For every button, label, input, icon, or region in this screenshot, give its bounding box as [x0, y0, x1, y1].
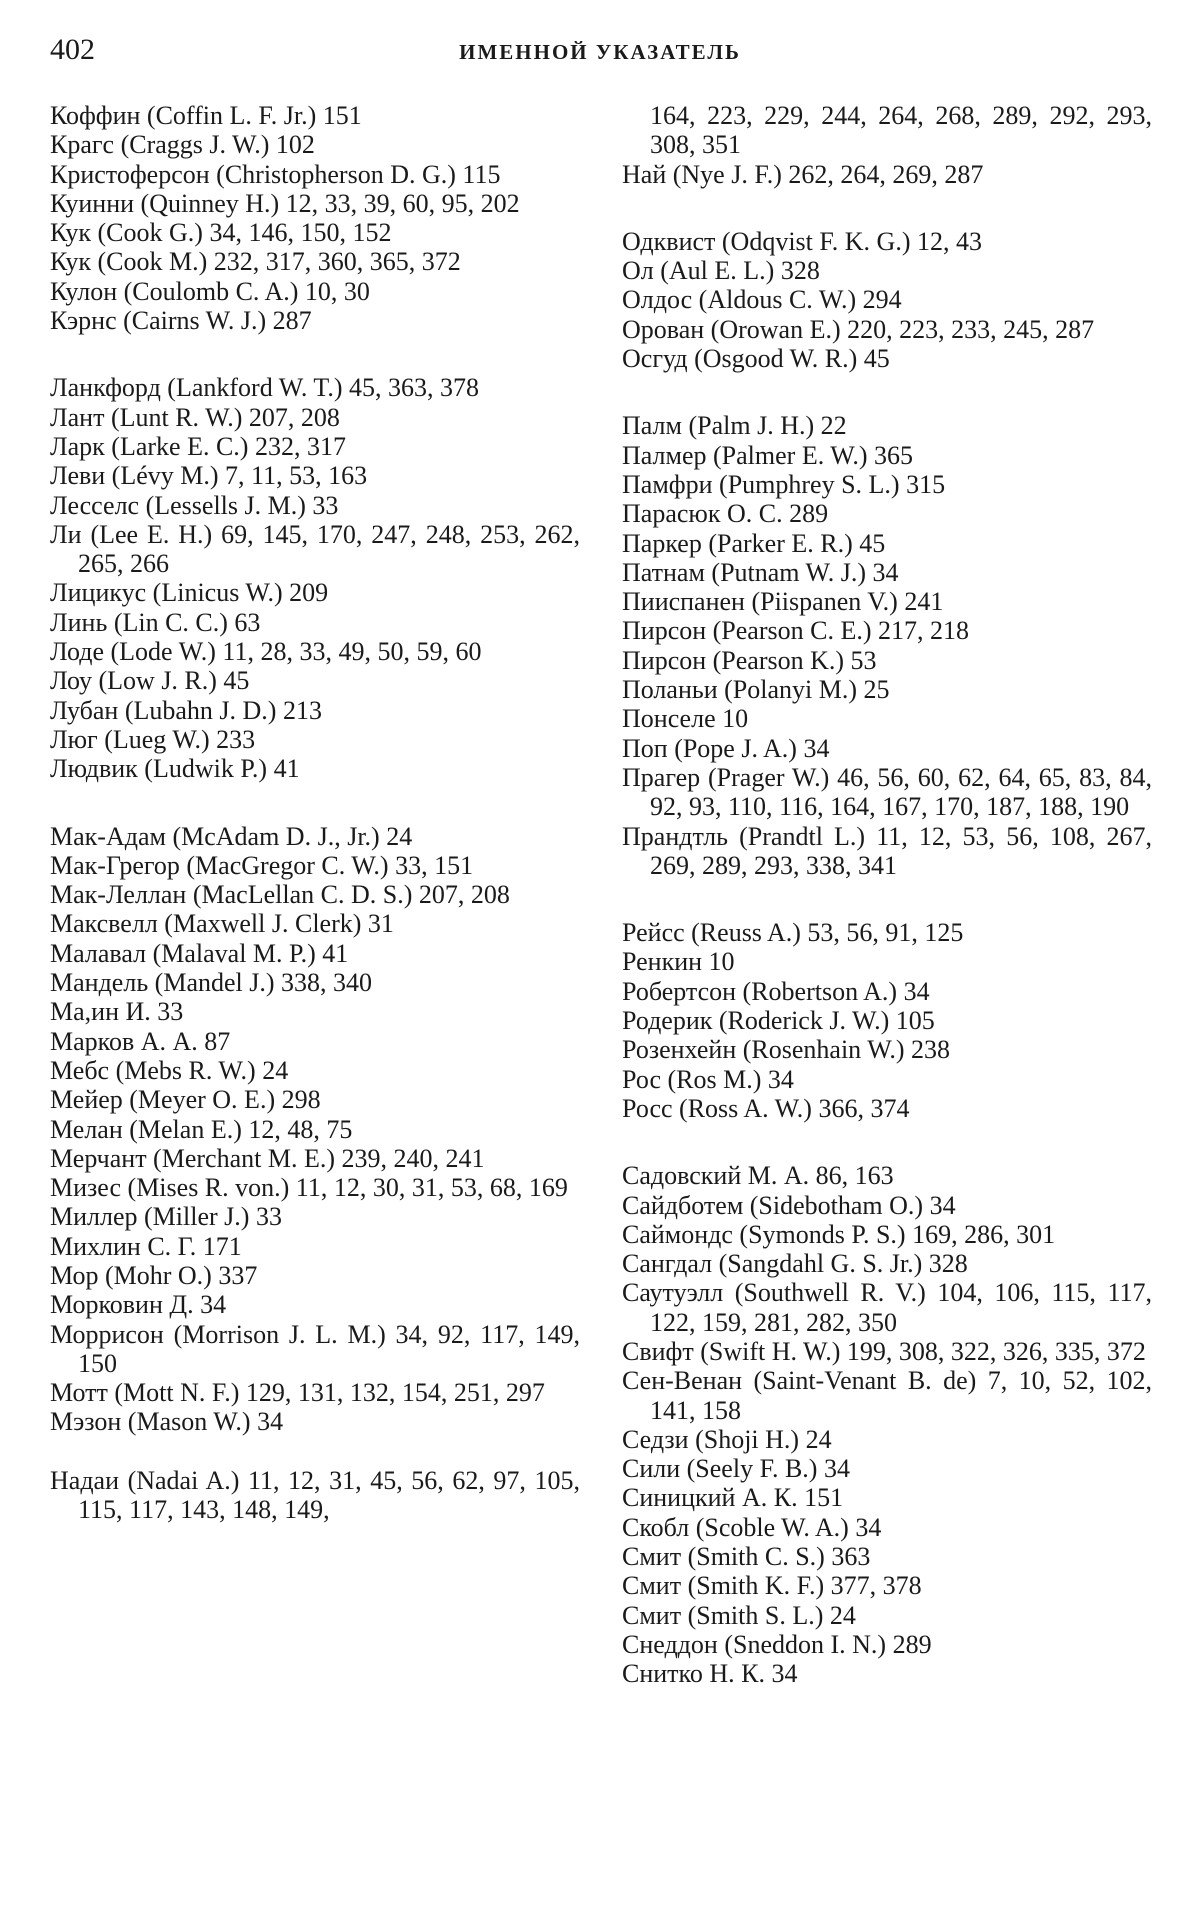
index-entry: Мэзон (Mason W.) 34	[50, 1407, 284, 1437]
index-entry: Мейер (Meyer O. E.) 298	[50, 1085, 321, 1115]
running-head: ИМЕННОЙ УКАЗАТЕЛЬ	[459, 40, 741, 64]
group-spacer	[622, 373, 1152, 411]
left-column	[50, 101, 580, 1524]
index-entry: Рейсс (Reuss A.) 53, 56, 91, 125	[622, 918, 964, 948]
index-entry: Марков А. А. 87	[50, 1026, 231, 1056]
index-group-k	[50, 101, 580, 335]
index-entry: Лант (Lunt R. W.) 207, 208	[50, 402, 340, 432]
index-entry: Палм (Palm J. H.) 22	[622, 411, 847, 441]
index-entry: Моррисон (Morrison J. L. M.) 34, 92, 117, 149, 150	[50, 1319, 580, 1378]
index-group-n-continued	[622, 101, 1152, 189]
index-entry: Патнам (Putnam W. J.) 34	[622, 557, 899, 587]
index-entry: Лубан (Lubahn J. D.) 213	[50, 695, 322, 725]
index-entry: Орован (Orowan E.) 220, 223, 233, 245, 287	[622, 314, 1095, 344]
index-entry: Най (Nye J. F.) 262, 264, 269, 287	[622, 159, 984, 189]
index-entry: Малавал (Malaval M. P.) 41	[50, 938, 349, 968]
index-entry: Прандтль (Prandtl L.) 11, 12, 53, 56, 108, 267, 269, 289, 293, 338, 341	[622, 821, 1152, 880]
index-entry: Синицкий А. К. 151	[622, 1483, 844, 1513]
index-entry: Прагер (Prager W.) 46, 56, 60, 62, 64, 65, 83, 84, 92, 93, 110, 116, 164, 167, 170, 187, 188, 190	[622, 762, 1152, 822]
index-entry: Осгуд (Osgood W. R.) 45	[622, 344, 890, 374]
index-entry: Саутуэлл (Southwell R. V.) 104, 106, 115, 117, 122, 159, 281, 282, 350	[622, 1278, 1152, 1337]
index-entry: Крагс (Craggs J. W.) 102	[50, 130, 315, 160]
index-entry: Кэрнс (Cairns W. J.) 287	[50, 306, 312, 336]
index-group-n	[50, 1466, 580, 1525]
index-group-r	[622, 918, 1152, 1123]
index-entry: Линь (Lin C. C.) 63	[50, 607, 261, 637]
index-entry: Лицикус (Linicus W.) 209	[50, 578, 329, 608]
index-entry: Ол (Aul E. L.) 328	[622, 256, 820, 286]
index-entry: Розенхейн (Rosenhain W.) 238	[622, 1035, 951, 1065]
index-entry: Свифт (Swift H. W.) 199, 308, 322, 326, 335, 372	[622, 1336, 1146, 1366]
index-entry: Мерчант (Merchant M. E.) 239, 240, 241	[50, 1143, 485, 1173]
index-entry: Смит (Smith C. S.) 363	[622, 1542, 871, 1572]
index-group-s	[622, 1161, 1152, 1688]
index-entry: Мебс (Mebs R. W.) 24	[50, 1055, 289, 1085]
index-entry: Сангдал (Sangdahl G. S. Jr.) 328	[622, 1249, 968, 1279]
index-entry: Парасюк О. С. 289	[622, 499, 829, 529]
index-entry: Снитко Н. К. 34	[622, 1659, 798, 1689]
index-entry: Мелан (Melan E.) 12, 48, 75	[50, 1114, 353, 1144]
index-entry: Ренкин 10	[622, 947, 735, 977]
index-entry: Памфри (Pumphrey S. L.) 315	[622, 469, 946, 499]
index-entry: Михлин С. Г. 171	[50, 1231, 242, 1261]
index-entry: Мак-Леллан (MacLellan C. D. S.) 207, 208	[50, 880, 510, 910]
group-spacer	[50, 784, 580, 822]
index-entry: Сен-Венан (Saint-Venant B. de) 7, 10, 52, 102, 141, 158	[622, 1366, 1152, 1425]
index-entry: Робертсон (Robertson A.) 34	[622, 976, 930, 1006]
index-entry: Сили (Seely F. B.) 34	[622, 1454, 850, 1484]
index-entry: Люг (Lueg W.) 233	[50, 724, 256, 754]
index-entry: Паркер (Parker E. R.) 45	[622, 528, 886, 558]
index-entry: Мак-Адам (McAdam D. J., Jr.) 24	[50, 821, 413, 851]
index-entry: Садовский М. А. 86, 163	[622, 1161, 894, 1191]
right-column	[622, 101, 1152, 1689]
index-entry: Коффин (Coffin L. F. Jr.) 151	[50, 101, 362, 130]
index-entry: Мандель (Mandel J.) 338, 340	[50, 968, 373, 998]
index-entry: Поланьи (Polanyi M.) 25	[622, 675, 890, 705]
index-entry: Саймондс (Symonds P. S.) 169, 286, 301	[622, 1219, 1056, 1249]
group-spacer	[50, 1437, 580, 1466]
index-entry: Одквист (Odqvist F. K. G.) 12, 43	[622, 226, 982, 256]
index-entry: Пииспанен (Piispanen V.) 241	[622, 587, 944, 617]
index-entry: Лоде (Lode W.) 11, 28, 33, 49, 50, 59, 60	[50, 637, 482, 667]
index-entry: Смит (Smith S. L.) 24	[622, 1600, 856, 1630]
index-entry: Родерик (Roderick J. W.) 105	[622, 1006, 935, 1036]
index-entry: Поп (Pope J. A.) 34	[622, 733, 830, 763]
index-entry: Мотт (Mott N. F.) 129, 131, 132, 154, 251, 297	[50, 1378, 545, 1408]
index-entry: Олдос (Aldous C. W.) 294	[622, 285, 902, 315]
index-entry: Кук (Cook M.) 232, 317, 360, 365, 372	[50, 247, 461, 277]
index-group-p	[622, 411, 1152, 880]
index-entry: Смит (Smith K. F.) 377, 378	[622, 1571, 922, 1601]
index-entry: Ма,ин И. 33	[50, 997, 184, 1027]
index-entry: Кук (Cook G.) 34, 146, 150, 152	[50, 218, 392, 248]
index-entry: Кулон (Coulomb C. A.) 10, 30	[50, 276, 370, 306]
index-entry: Морковин Д. 34	[50, 1290, 227, 1320]
index-entry: Сайдботем (Sidebotham O.) 34	[622, 1190, 956, 1220]
index-entry: Пирсон (Pearson K.) 53	[622, 645, 877, 675]
index-entry: Леви (Lévy M.) 7, 11, 53, 163	[50, 461, 368, 491]
index-group-o	[622, 227, 1152, 373]
page-number: 402	[50, 33, 95, 66]
index-entry: Кристоферсон (Christopherson D. G.) 115	[50, 159, 501, 189]
index-entry: Рос (Ros M.) 34	[622, 1064, 794, 1094]
index-entry: Людвик (Ludwik P.) 41	[50, 754, 300, 784]
index-entry: Надаи (Nadai A.) 11, 12, 31, 45, 56, 62, 97, 105, 115, 117, 143, 148, 149,	[50, 1465, 580, 1525]
group-spacer	[622, 1123, 1152, 1161]
index-entry: Ланкфорд (Lankford W. T.) 45, 363, 378	[50, 373, 480, 403]
index-entry: Лесселс (Lessells J. M.) 33	[50, 490, 339, 520]
index-entry-continued: 164, 223, 229, 244, 264, 268, 289, 292, 293, 308, 351	[650, 101, 1152, 160]
index-entry: Пирсон (Pearson C. E.) 217, 218	[622, 616, 970, 646]
page-header	[50, 30, 1150, 70]
index-entry: Снеддон (Sneddon I. N.) 289	[622, 1629, 932, 1659]
group-spacer	[622, 880, 1152, 918]
group-spacer	[50, 335, 580, 373]
index-entry: Росс (Ross A. W.) 366, 374	[622, 1093, 910, 1123]
index-entry: Мак-Грегор (MacGregor C. W.) 33, 151	[50, 850, 474, 880]
index-entry: Куинни (Quinney H.) 12, 33, 39, 60, 95, 202	[50, 188, 520, 218]
index-entry: Понселе 10	[622, 704, 749, 734]
index-entry: Седзи (Shoji H.) 24	[622, 1424, 832, 1454]
index-entry: Мизес (Mises R. von.) 11, 12, 30, 31, 53, 68, 169	[50, 1173, 568, 1203]
index-entry: Ларк (Larke E. C.) 232, 317	[50, 431, 346, 461]
group-spacer	[622, 189, 1152, 227]
index-entry: Лоу (Low J. R.) 45	[50, 666, 250, 696]
index-entry: Ли (Lee E. H.) 69, 145, 170, 247, 248, 253, 262, 265, 266	[50, 519, 580, 579]
index-group-m	[50, 822, 580, 1437]
index-entry: Мор (Mohr O.) 337	[50, 1260, 258, 1290]
index-group-l	[50, 373, 580, 783]
index-entry: Миллер (Miller J.) 33	[50, 1202, 282, 1232]
index-entry: Палмер (Palmer E. W.) 365	[622, 440, 914, 470]
index-entry: Максвелл (Maxwell J. Clerk) 31	[50, 909, 394, 939]
index-entry: Скобл (Scoble W. A.) 34	[622, 1512, 882, 1542]
